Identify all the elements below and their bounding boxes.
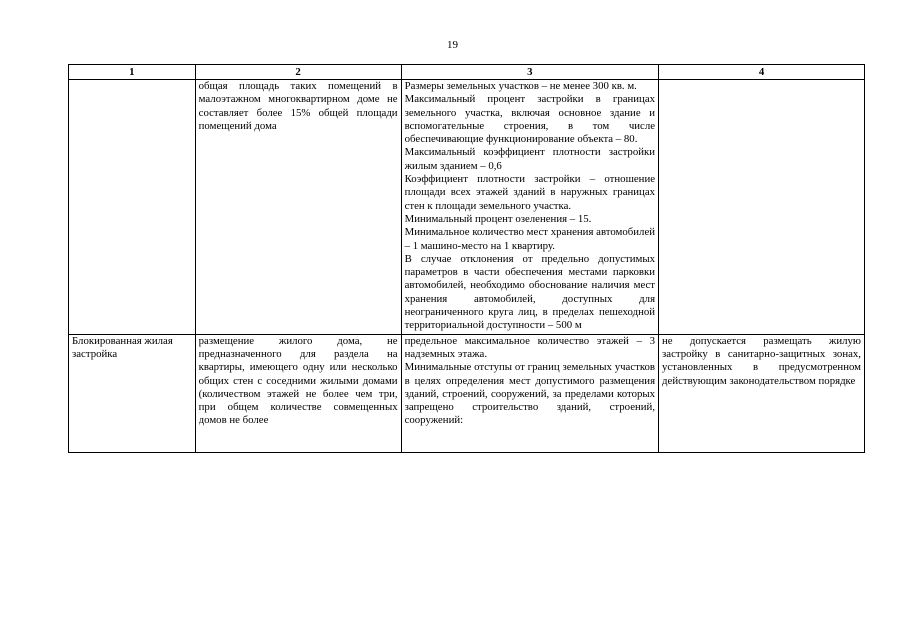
row2-col2-text: размещение жилого дома, не предназначенного для раздела на квартиры, имеющего одну или несколько общих стен с соседними жилыми домами (количеством этажей не более чем три, при общем количестве совмещенных домов не более <box>198 334 398 427</box>
row1-col4-cell <box>659 80 865 335</box>
column-header-4: 4 <box>659 65 865 80</box>
column-header-1: 1 <box>69 65 196 80</box>
row2-col1-text: Блокированная жилая застройка <box>72 334 173 360</box>
row1-col2-text: общая площадь таких помещений в малоэтажном многоквартирном доме не составляет более 15% общей площади помещений дома <box>198 80 398 132</box>
row1-col3-paragraph: Минимальный процент озеленения – 15. <box>404 212 592 225</box>
table-row <box>69 80 865 335</box>
header-row <box>69 65 865 80</box>
column-header-2: 2 <box>195 65 401 80</box>
row1-col2-cell <box>195 80 401 335</box>
row1-col3-paragraph: Размеры земельных участков – не менее 300 кв. м. <box>404 80 637 92</box>
row2-col1-cell <box>69 334 196 452</box>
row1-col3-paragraph: В случае отклонения от предельно допустимых параметров в части обеспечения местами парковки автомобилей, необходимо обоснование наличия мест хранения автомобилей, доступных для неограниченного круга лиц, в пределах пешеходной территориальной доступности – 500 м <box>404 252 656 332</box>
row1-col3-paragraph: Минимальное количество мест хранения автомобилей – 1 машино-место на 1 квартиру. <box>404 226 656 252</box>
row2-col3-paragraph: Минимальные отступы от границ земельных участков в целях определения мест допустимого размещения зданий, строений, сооружений, за пределами которых запрещено строительство зданий, строений, сооружений: <box>404 361 656 427</box>
row1-col1-cell <box>69 80 196 335</box>
row1-col3-cell <box>401 80 658 335</box>
row2-col4-cell <box>659 334 865 452</box>
row2-col3-paragraph: предельное максимальное количество этажей – 3 надземных этажа. <box>404 334 656 360</box>
page-number: 19 <box>447 39 458 51</box>
row2-col2-cell <box>195 334 401 452</box>
row1-col3-paragraph: Максимальный коэффициент плотности застройки жилым зданием – 0,6 <box>404 146 656 172</box>
row2-col4-text: не допускается размещать жилую застройку в санитарно-защитных зонах, установленных в предусмотренном действующим законодательством порядке <box>662 334 861 387</box>
table-row <box>69 334 865 452</box>
row1-col3-paragraph: Коэффициент плотности застройки – отношение площади всех этажей зданий в наружных границах стен к площади земельного участка. <box>404 173 656 212</box>
regulations-table <box>68 64 865 453</box>
row2-col3-cell <box>401 334 658 452</box>
row1-col3-paragraph: Максимальный процент застройки в границах земельного участка, включая основное здание и вспомогательные строения, в том числе обеспечивающие функционирование объекта – 80. <box>404 93 656 146</box>
column-header-3: 3 <box>401 65 658 80</box>
